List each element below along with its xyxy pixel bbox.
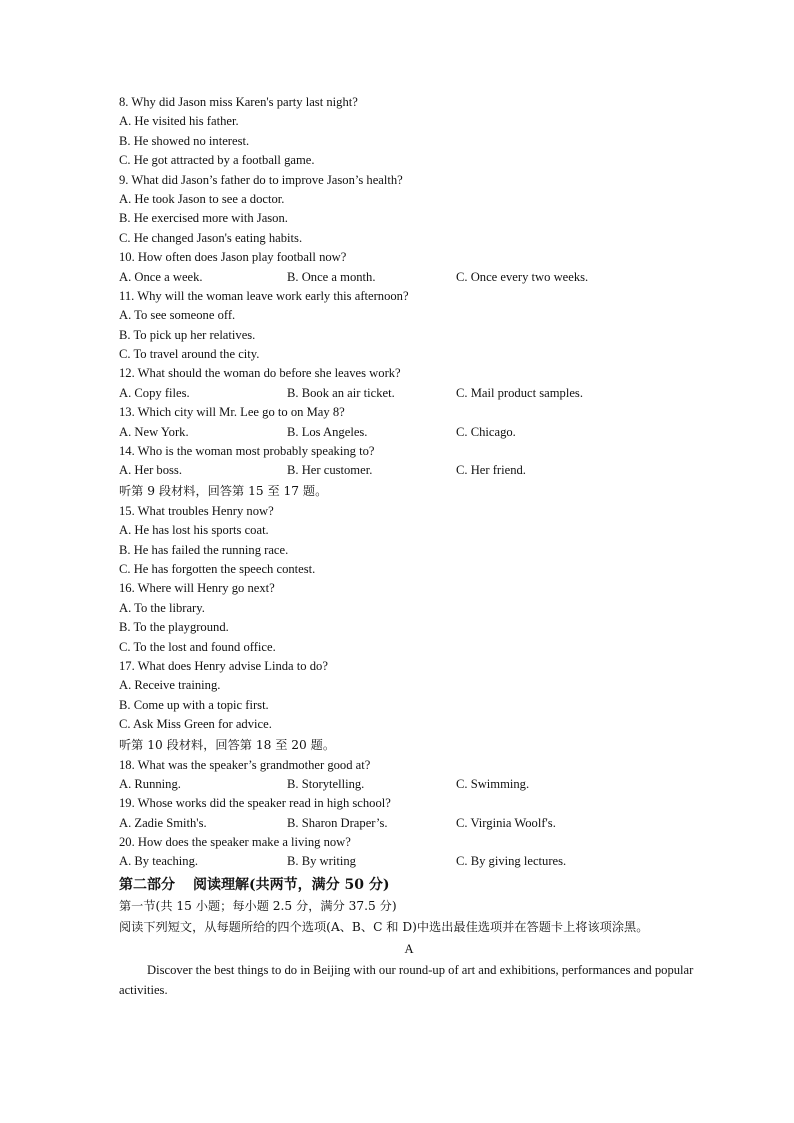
question-text: 13. Which city will Mr. Lee go to on May 8? bbox=[119, 405, 345, 420]
answer-option: C. Once every two weeks. bbox=[456, 269, 589, 284]
instruction-section-10: 听第 10 段材料，回答第 18 至 20 题。 bbox=[119, 737, 336, 752]
answer-option: B. Sharon Draper’s. bbox=[287, 815, 388, 830]
answer-option: B. He showed no interest. bbox=[119, 133, 250, 148]
answer-option: B. Her customer. bbox=[287, 463, 373, 478]
answer-option: A. Zadie Smith's. bbox=[119, 815, 207, 830]
answer-option: C. He changed Jason's eating habits. bbox=[119, 230, 303, 245]
answer-option: B. Come up with a topic first. bbox=[119, 697, 269, 712]
answer-option: A. Running. bbox=[119, 776, 181, 791]
answer-option: A. He took Jason to see a doctor. bbox=[119, 191, 285, 206]
part-two-label: 第二部分 bbox=[119, 876, 175, 893]
question-text: 11. Why will the woman leave work early this afternoon? bbox=[119, 288, 409, 303]
answer-option: C. He has forgotten the speech contest. bbox=[119, 561, 316, 576]
answer-option: C. Virginia Woolf's. bbox=[456, 815, 556, 830]
answer-option: C. Mail product samples. bbox=[456, 385, 583, 400]
answer-option: B. Los Angeles. bbox=[287, 424, 368, 439]
exam-page bbox=[119, 93, 699, 1000]
answer-option: B. To the playground. bbox=[119, 620, 229, 635]
reading-directions: 阅读下列短文，从每题所给的四个选项(A、B、C 和 D)中选出最佳选项并在答题卡上将该项涂黑。 bbox=[119, 919, 649, 934]
question-group-listening-15-17 bbox=[119, 502, 699, 735]
answer-option: A. Copy files. bbox=[119, 385, 190, 400]
answer-option: B. He has failed the running race. bbox=[119, 542, 289, 557]
answer-option: C. Ask Miss Green for advice. bbox=[119, 717, 272, 732]
options-row bbox=[119, 775, 699, 794]
answer-option: B. He exercised more with Jason. bbox=[119, 211, 288, 226]
answer-option: A. Her boss. bbox=[119, 463, 182, 478]
answer-option: C. Swimming. bbox=[456, 776, 530, 791]
part-two-title: 阅读理解(共两节，满分 50 分) bbox=[193, 876, 390, 893]
answer-option: B. Book an air ticket. bbox=[287, 385, 395, 400]
passage-paragraph: Discover the best things to do in Beijing with our round-up of art and exhibitions, performances and popular activities. bbox=[119, 962, 694, 997]
question-text: 14. Who is the woman most probably speaking to? bbox=[119, 444, 375, 459]
question-text: 9. What did Jason’s father do to improve Jason’s health? bbox=[119, 172, 403, 187]
answer-option: C. By giving lectures. bbox=[456, 854, 567, 869]
options-row bbox=[119, 268, 699, 287]
options-row bbox=[119, 814, 699, 833]
answer-option: B. Once a month. bbox=[287, 269, 376, 284]
answer-option: C. To the lost and found office. bbox=[119, 639, 276, 654]
question-group-listening-8-14 bbox=[119, 93, 699, 481]
question-text: 20. How does the speaker make a living now? bbox=[119, 835, 351, 850]
answer-option: A. Once a week. bbox=[119, 269, 203, 284]
answer-option: C. Chicago. bbox=[456, 424, 516, 439]
options-row bbox=[119, 423, 699, 442]
question-text: 19. Whose works did the speaker read in high school? bbox=[119, 796, 391, 811]
options-row bbox=[119, 384, 699, 403]
answer-option: A. New York. bbox=[119, 424, 189, 439]
instruction-section-9: 听第 9 段材料，回答第 15 至 17 题。 bbox=[119, 483, 328, 498]
answer-option: A. To the library. bbox=[119, 600, 205, 615]
options-row bbox=[119, 852, 699, 871]
question-text: 16. Where will Henry go next? bbox=[119, 581, 275, 596]
part-two-heading bbox=[119, 872, 699, 896]
options-row bbox=[119, 461, 699, 480]
answer-option: A. To see someone off. bbox=[119, 308, 236, 323]
answer-option: C. To travel around the city. bbox=[119, 347, 260, 362]
question-text: 8. Why did Jason miss Karen's party last night? bbox=[119, 95, 358, 109]
answer-option: B. Storytelling. bbox=[287, 776, 365, 791]
question-text: 12. What should the woman do before she leaves work? bbox=[119, 366, 401, 381]
question-text: 15. What troubles Henry now? bbox=[119, 503, 274, 518]
answer-option: C. Her friend. bbox=[456, 463, 526, 478]
answer-option: A. Receive training. bbox=[119, 678, 221, 693]
answer-option: A. By teaching. bbox=[119, 854, 199, 869]
answer-option: C. He got attracted by a football game. bbox=[119, 153, 315, 168]
answer-option: B. To pick up her relatives. bbox=[119, 327, 256, 342]
section-one-heading: 第一节(共 15 小题；每小题 2.5 分，满分 37.5 分) bbox=[119, 898, 397, 913]
question-text: 18. What was the speaker’s grandmother good at? bbox=[119, 757, 371, 772]
answer-option: B. By writing bbox=[287, 854, 356, 869]
question-text: 17. What does Henry advise Linda to do? bbox=[119, 658, 328, 673]
question-group-listening-18-20 bbox=[119, 756, 699, 872]
answer-option: A. He has lost his sports coat. bbox=[119, 523, 269, 538]
passage-label: A bbox=[404, 941, 414, 956]
question-text: 10. How often does Jason play football now? bbox=[119, 250, 347, 265]
answer-option: A. He visited his father. bbox=[119, 114, 239, 129]
